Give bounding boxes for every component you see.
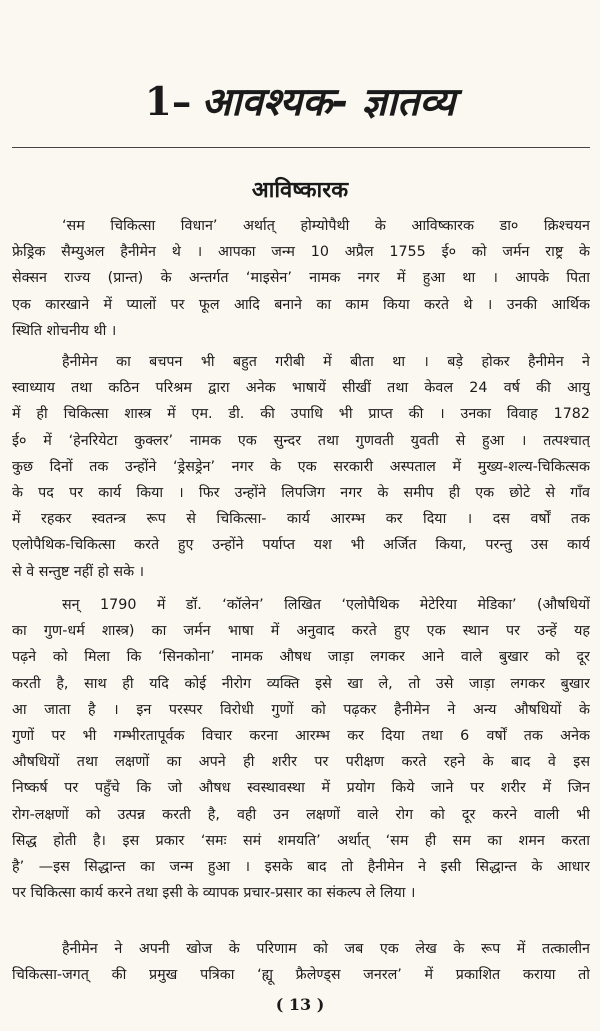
text-line: का गुण-धर्म शास्त्र) का जर्मन भाषा में अनुवाद करते हुए एक स्थान पर उन्हें यह [12, 623, 590, 640]
text-line: सिद्ध होती है। इस प्रकार ‘समः समं शमयति’ अर्थात् ‘सम ही सम का शमन करता [12, 832, 590, 849]
paragraph-3 [12, 592, 590, 906]
text-line: के पद पर कार्य किया । फिर उन्होंने लिपजिग नगर के समीप ही एक छोटे से गाँव [12, 484, 590, 501]
text-line: औषधियों तथा लक्षणों का अपने ही शरीर पर परीक्षण करते रहने के बाद वे इस [12, 754, 590, 771]
text-line: से वे सन्तुष्ट नहीं हो सके । [12, 563, 145, 580]
page-number: ( 13 ) [275, 995, 325, 1014]
chapter-number: 1– [144, 79, 192, 125]
paragraph-2 [12, 349, 590, 585]
text-line: स्वाध्याय तथा कठिन परिश्रम द्वारा अनेक भाषायें सीखीं तथा केवल 24 वर्ष की आयु [12, 380, 590, 397]
text-line: सेक्सन राज्य (प्रान्त) के अन्तर्गत ‘माइसेन’ नामक नगर में हुआ था । आपके पिता [12, 270, 590, 287]
paragraph-1 [12, 213, 590, 344]
section-heading: आविष्कारक [251, 178, 349, 203]
text-line: में रहकर स्वतन्त्र रूप से चिकित्सा- कार्य आरम्भ कर दिया । दस वर्षों तक [12, 511, 590, 528]
text-line: ‘सम चिकित्सा विधान’ अर्थात् होम्योपैथी के आविष्कारक डा० क्रिश्चयन [62, 218, 590, 234]
text-line: स्थिति शोचनीय थी । [12, 322, 117, 339]
text-line: निष्कर्ष पर पहुँचे कि जो औषध स्वस्थावस्था में प्रयोग किये जाने पर शरीर में जिन [12, 780, 590, 797]
text-line: करती है, साथ ही यदि कोई नीरोग व्यक्ति इसे खा ले, तो उसे जाड़ा लगकर बुखार [12, 675, 590, 692]
paragraph-4 [12, 936, 590, 988]
text-line: एक कारखाने में प्यालों पर फूल आदि बनाने का काम किया करते थे । उनकी आर्थिक [12, 296, 590, 313]
text-line: रोग-लक्षणों को उत्पन्न करती है, वही उन लक्षणों वाले रोग को दूर करने वाली भी [12, 806, 590, 823]
text-line: हैनीमेन का बचपन भी बहुत गरीबी में बीता था । बड़े होकर हैनीमेन ने [62, 354, 590, 370]
text-line: गुणों पर भी गम्भीरतापूर्वक विचार करना आरम्भ कर दिया तथा 6 वर्षों तक अनेक [12, 727, 590, 744]
text-line: है’ —इस सिद्धान्त का जन्म हुआ । इसके बाद तो हैनीमेन ने इसी सिद्धान्त के आधार [12, 858, 590, 875]
text-line: आ जाता है । इन परस्पर विरोधी गुणों को पढ़कर हैनीमेन ने अन्य औषधियों के [12, 701, 590, 718]
chapter-name: आवश्यक- ज्ञातव्य [201, 80, 456, 125]
text-line: ई० में ‘हेनरियेटा कुक्लर’ नामक एक सुन्दर तथा गुणवती युवती से हुआ । तत्पश्चात् [12, 432, 590, 449]
text-line: चिकित्सा-जगत् की प्रमुख पत्रिका ‘ह्यू फ्रैलेण्ड्स जनरल’ में प्रकाशित कराया तो [12, 967, 590, 984]
chapter-title [0, 74, 600, 127]
text-line: सन् 1790 में डॉ. ‘कॉलेन’ लिखित ‘एलोपैथिक मेटेरिया मेडिका’ (औषधियों [62, 597, 590, 613]
text-line: पढ़ने को मिला कि ‘सिनकोना’ नामक औषध जाड़ा लगकर आने वाले बुखार को दूर [12, 649, 590, 666]
text-line: में ही चिकित्सा शास्त्र में एम. डी. की उपाधि भी प्राप्त की । उनका विवाह 1782 [12, 406, 590, 423]
text-line: कुछ दिनों तक उन्होंने ‘ड्रेसड्रेन’ नगर के एक सरकारी अस्पताल में मुख्य-शल्य-चिकित्सक [12, 458, 590, 475]
text-line: पर चिकित्सा कार्य करने तथा इसी के व्यापक प्रचार-प्रसार का संकल्प ले लिया । [12, 885, 416, 902]
text-line: फ्रेड्रिक सैम्युअल हैनीमेन थे । आपका जन्म 10 अप्रैल 1755 ई० को जर्मन राष्ट्र के [12, 244, 590, 261]
title-divider [12, 147, 590, 148]
text-line: एलोपैथिक-चिकित्सा करते हुए उन्होंने पर्याप्त यश भी अर्जित किया, परन्तु उस कार्य [12, 537, 590, 554]
text-line: हैनीमेन ने अपनी खोज के परिणाम को जब एक लेख के रूप में तत्कालीन [62, 941, 590, 957]
